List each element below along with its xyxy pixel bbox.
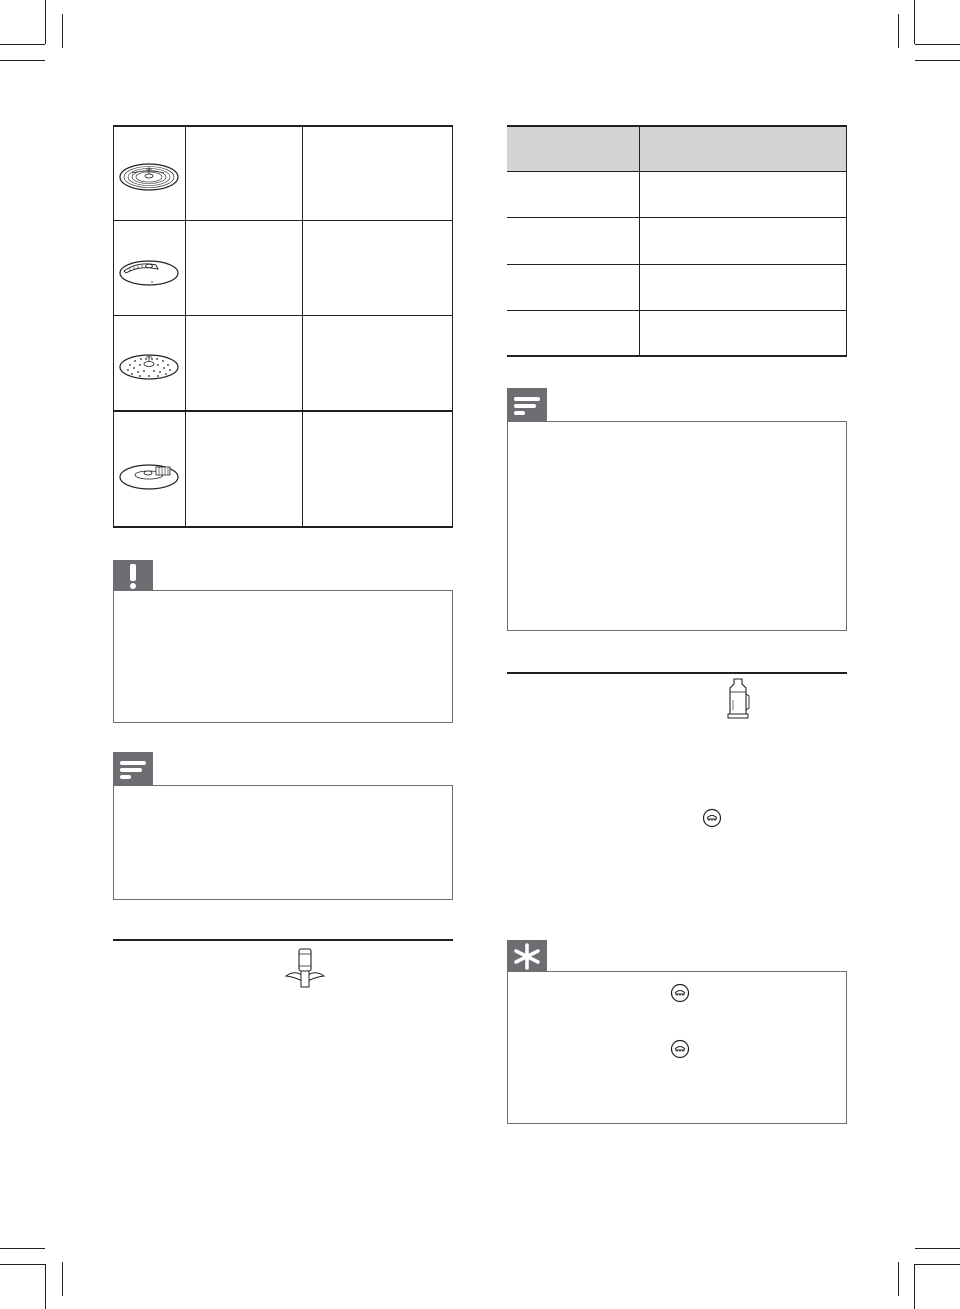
chopper-blade-icon	[284, 946, 326, 990]
slicing-disc-icon	[118, 155, 180, 195]
section-rule	[113, 939, 453, 941]
table-header	[507, 125, 847, 171]
grating-disc-icon	[118, 345, 180, 385]
pulse-button-icon	[670, 983, 690, 1003]
exclamation-icon	[113, 560, 153, 592]
blender-jar-icon	[724, 676, 752, 720]
caution-tab	[113, 560, 153, 592]
section-rule-right	[507, 672, 847, 674]
note-lines-icon	[507, 388, 547, 422]
asterisk-tip-icon	[507, 940, 547, 973]
julienne-disc-icon	[118, 249, 180, 289]
accessory-disc-table	[113, 125, 453, 528]
note-lines-icon	[113, 752, 153, 786]
french-fries-disc-icon	[118, 453, 180, 493]
pulse-button-icon	[670, 1039, 690, 1059]
info-table	[507, 125, 847, 357]
pulse-button-icon	[702, 808, 722, 828]
